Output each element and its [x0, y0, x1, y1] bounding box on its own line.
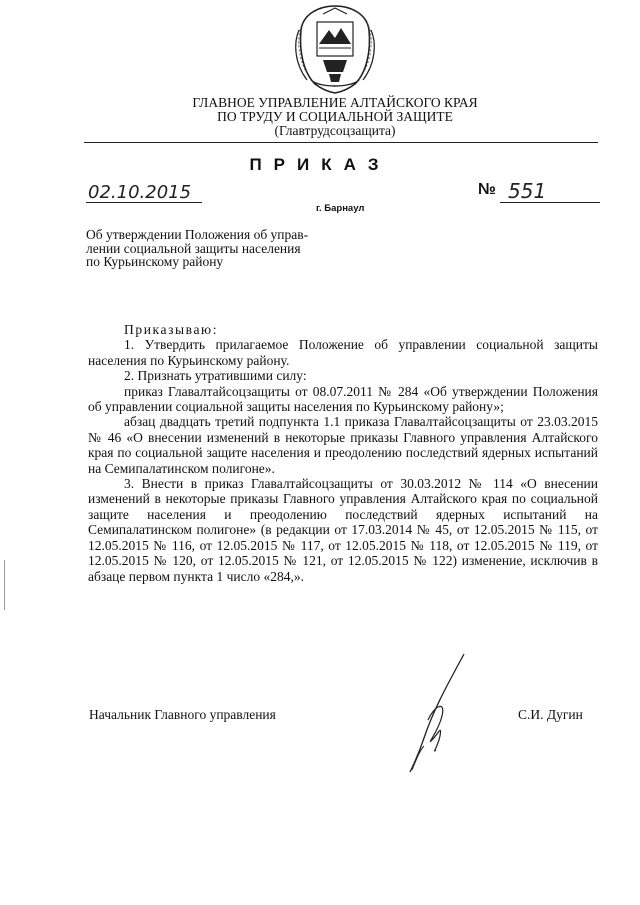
subject-line2: лении социальной защиты населения	[86, 240, 301, 256]
scan-edge-mark	[4, 560, 5, 610]
document-title: ПРИКАЗ	[249, 155, 391, 174]
org-name-line2: ПО ТРУДУ И СОЦИАЛЬНОЙ ЗАЩИТЕ	[217, 109, 453, 124]
signatory-name: С.И. Дугин	[518, 707, 583, 722]
header-divider	[84, 142, 598, 143]
paragraph-2a: приказ Главалтайсоцзащиты от 08.07.2011 № 284 «Об утверждении Положения об управлении социальной защиты населения по Курьинскому району»;	[88, 383, 598, 415]
altai-emblem-icon	[289, 0, 381, 95]
paragraph-2b: абзац двадцать третий подпункта 1.1 приказа Главалтайсоцзащиты от 23.03.2015 № 46 «О внесении изменений в некоторые приказы Главного управления Алтайского края по социальной защите населения и преодолению последствий ядерных испытаний на Семипалатинском полигоне».	[88, 414, 598, 476]
date-text: 02.10.2015	[88, 182, 192, 202]
document-body	[88, 322, 598, 584]
city-label: г. Барнаул	[316, 203, 365, 214]
subject-line3: по Курьинскому району	[86, 254, 224, 269]
handwritten-number	[506, 176, 566, 202]
paragraph-2: 2. Признать утратившими силу:	[124, 368, 307, 384]
signatory-position: Начальник Главного управления	[89, 707, 276, 722]
number-underline	[500, 202, 600, 203]
document-subject	[86, 228, 346, 269]
paragraph-1: 1. Утвердить прилагаемое Положение об управлении социальной защиты населения по Курьинскому району.	[88, 337, 598, 368]
handwritten-date	[86, 178, 198, 202]
paragraph-3: 3. Внести в приказ Главалтайсоцзащиты от 30.03.2012 № 114 «О внесении изменений в некоторые приказы Главного управления Алтайского края по социальной защите населения и преодолению последствий ядерных испытаний на Семипалатинском полигоне» (в редакции от 17.03.2014 № 45, от 12.05.2015 № 115, от 12.05.2015 № 116, от 12.05.2015 № 117, от 12.05.2015 № 118, от 12.05.2015 № 119, от 12.05.2015 № 120, от 12.05.2015 № 121, от 12.05.2015 № 122) изменение, исключив в абзаце первом пункта 1 число «284,».	[88, 476, 598, 584]
date-underline	[86, 202, 202, 203]
number-label: №	[478, 181, 496, 198]
handwritten-signature-icon	[390, 650, 480, 775]
org-short-name: (Главтрудсоцзащита)	[274, 123, 396, 138]
organization-header	[150, 96, 520, 138]
org-name-line1: ГЛАВНОЕ УПРАВЛЕНИЕ АЛТАЙСКОГО КРАЯ	[192, 95, 478, 110]
order-lead: Приказываю:	[124, 322, 219, 337]
subject-line1: Об утверждении Положения об управ-	[86, 227, 309, 242]
number-text: 551	[508, 179, 547, 202]
